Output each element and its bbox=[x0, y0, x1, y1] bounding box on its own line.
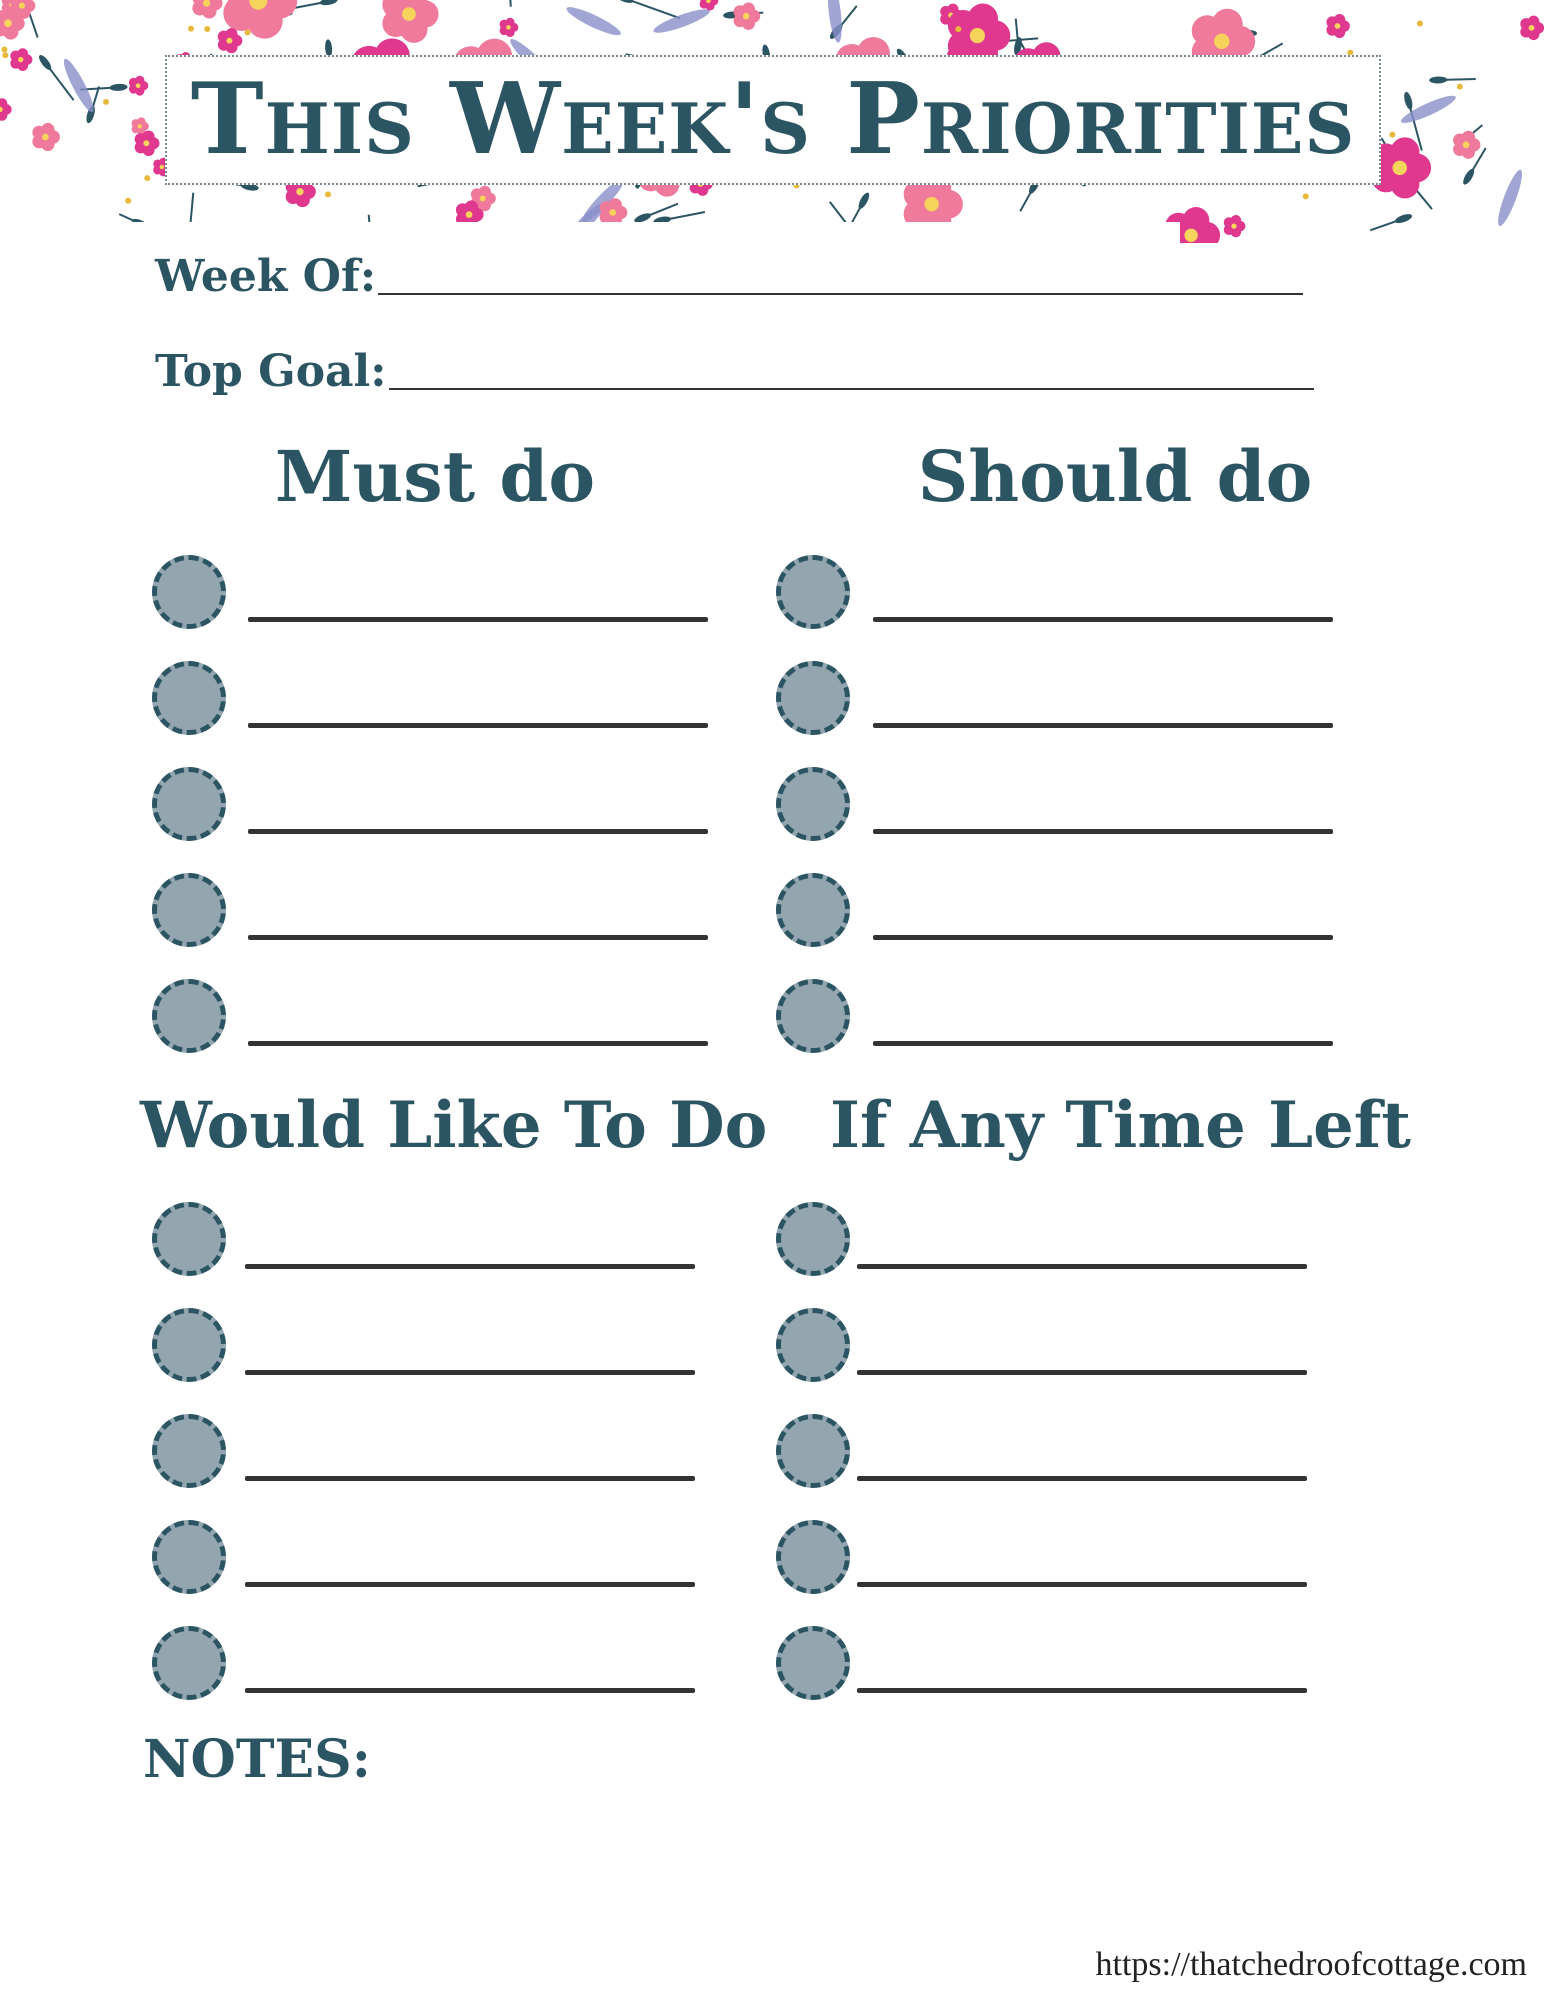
must-do-line-4[interactable] bbox=[248, 935, 708, 940]
would-like-to-do-line-1[interactable] bbox=[245, 1264, 695, 1269]
if-any-time-left-checkbox-5[interactable] bbox=[776, 1626, 850, 1700]
should-do-line-3[interactable] bbox=[873, 829, 1333, 834]
must-do-checkbox-2[interactable] bbox=[152, 661, 226, 735]
should-do-checkbox-3[interactable] bbox=[776, 767, 850, 841]
week-of-line bbox=[378, 293, 1303, 295]
should-do-checkbox-5[interactable] bbox=[776, 979, 850, 1053]
should-do-checkbox-1[interactable] bbox=[776, 555, 850, 629]
must-do-checkbox-3[interactable] bbox=[152, 767, 226, 841]
would-like-to-do-line-3[interactable] bbox=[245, 1476, 695, 1481]
must-do-line-3[interactable] bbox=[248, 829, 708, 834]
should-do-line-2[interactable] bbox=[873, 723, 1333, 728]
if-any-time-left-line-4[interactable] bbox=[857, 1582, 1307, 1587]
if-any-time-left-checkbox-1[interactable] bbox=[776, 1202, 850, 1276]
should-do-checkbox-2[interactable] bbox=[776, 661, 850, 735]
would-like-to-do-checkbox-4[interactable] bbox=[152, 1520, 226, 1594]
if-any-time-left-line-1[interactable] bbox=[857, 1264, 1307, 1269]
would-like-to-do-checkbox-3[interactable] bbox=[152, 1414, 226, 1488]
must-do-line-2[interactable] bbox=[248, 723, 708, 728]
if-any-time-left-checkbox-3[interactable] bbox=[776, 1414, 850, 1488]
heading-should-do: Should do bbox=[917, 435, 1313, 518]
would-like-to-do-line-5[interactable] bbox=[245, 1688, 695, 1693]
should-do-line-5[interactable] bbox=[873, 1041, 1333, 1046]
if-any-time-left-line-5[interactable] bbox=[857, 1688, 1307, 1693]
should-do-line-4[interactable] bbox=[873, 935, 1333, 940]
must-do-line-5[interactable] bbox=[248, 1041, 708, 1046]
would-like-to-do-line-4[interactable] bbox=[245, 1582, 695, 1587]
heading-would-like-to-do: Would Like To Do bbox=[140, 1088, 768, 1163]
top-goal-field[interactable] bbox=[155, 346, 1314, 397]
would-like-to-do-checkbox-2[interactable] bbox=[152, 1308, 226, 1382]
would-like-to-do-checkbox-1[interactable] bbox=[152, 1202, 226, 1276]
would-like-to-do-line-2[interactable] bbox=[245, 1370, 695, 1375]
heading-must-do: Must do bbox=[274, 435, 596, 518]
heading-if-any-time-left: If Any Time Left bbox=[830, 1088, 1411, 1163]
week-of-field[interactable] bbox=[155, 251, 1303, 302]
footer-url[interactable]: https://thatchedroofcottage.com bbox=[1095, 1946, 1527, 1983]
notes-label: NOTES: bbox=[143, 1729, 371, 1790]
top-goal-label: Top Goal: bbox=[155, 346, 387, 397]
should-do-line-1[interactable] bbox=[873, 617, 1333, 622]
if-any-time-left-line-2[interactable] bbox=[857, 1370, 1307, 1375]
if-any-time-left-line-3[interactable] bbox=[857, 1476, 1307, 1481]
must-do-checkbox-5[interactable] bbox=[152, 979, 226, 1053]
week-of-label: Week Of: bbox=[155, 251, 377, 302]
if-any-time-left-checkbox-4[interactable] bbox=[776, 1520, 850, 1594]
should-do-checkbox-4[interactable] bbox=[776, 873, 850, 947]
must-do-checkbox-1[interactable] bbox=[152, 555, 226, 629]
title-box bbox=[165, 55, 1381, 185]
if-any-time-left-checkbox-2[interactable] bbox=[776, 1308, 850, 1382]
must-do-checkbox-4[interactable] bbox=[152, 873, 226, 947]
page-title: This Week's Priorities bbox=[190, 62, 1356, 177]
must-do-line-1[interactable] bbox=[248, 617, 708, 622]
top-goal-line bbox=[389, 388, 1314, 390]
would-like-to-do-checkbox-5[interactable] bbox=[152, 1626, 226, 1700]
